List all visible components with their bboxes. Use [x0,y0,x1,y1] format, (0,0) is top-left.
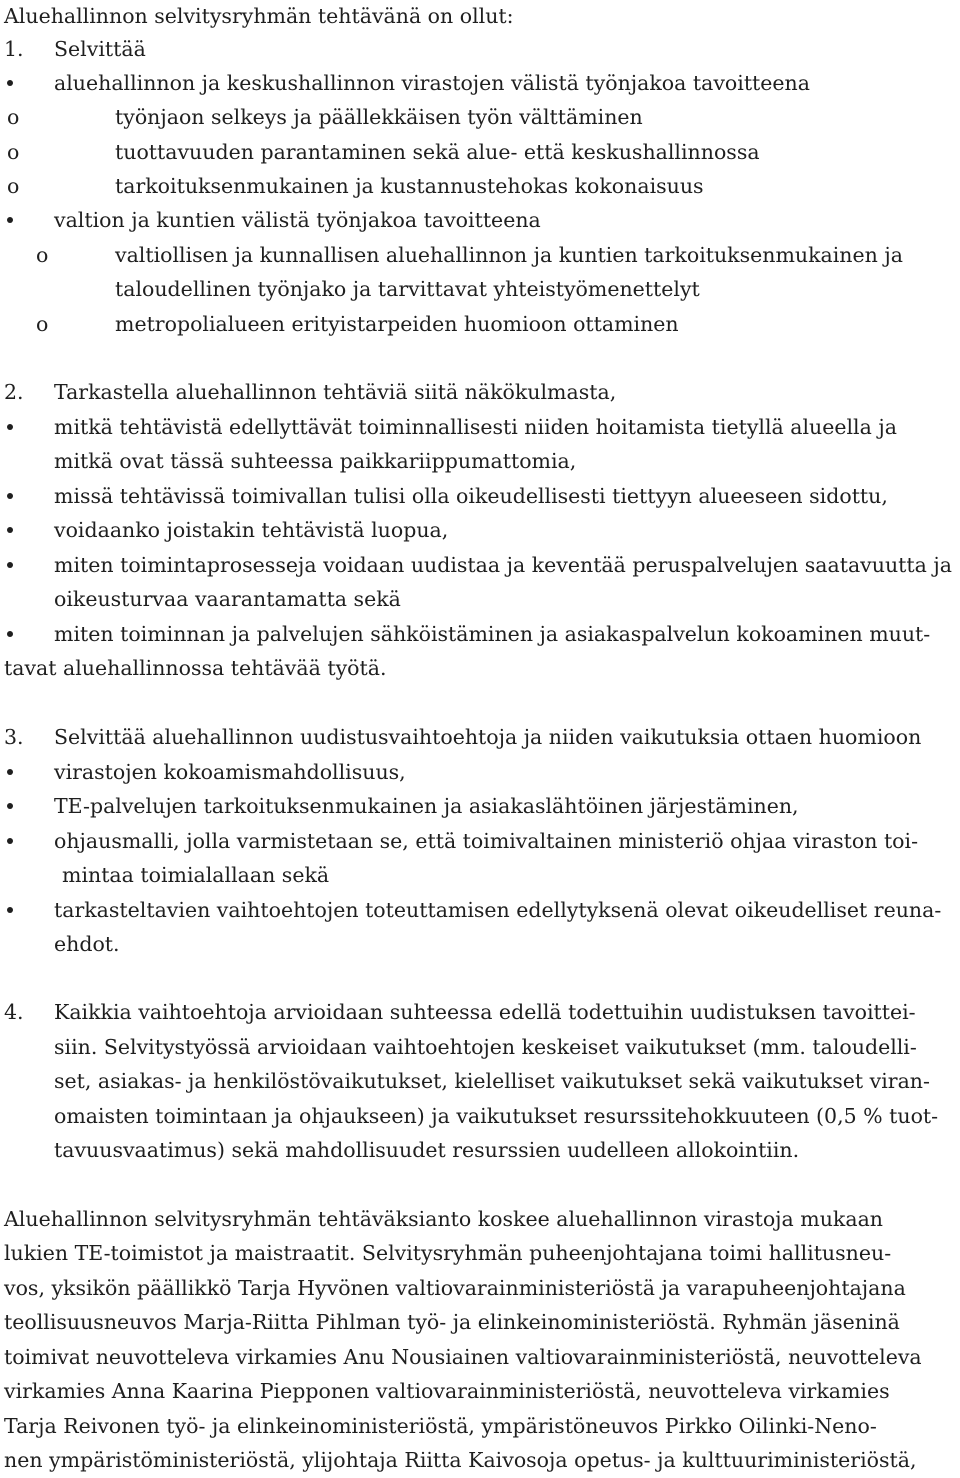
intro-text: Aluehallinnon selvitysryhmän tehtävänä on ollut: [4,4,514,28]
section-2-line-1: mitkä tehtävistä edellyttävät toiminnallisesti niiden hoitamista tietyllä alueella ja [54,415,897,439]
section-1-bullet-1: aluehallinnon ja keskushallinnon virastojen välistä työnjakoa tavoitteena [54,71,810,95]
section-3-heading: Selvittää aluehallinnon uudistusvaihtoehtoja ja niiden vaikutuksia ottaen huomioon [54,725,922,749]
section-4-line-2: siin. Selvitystyössä arvioidaan vaihtoehtojen keskeiset vaikutukset (mm. taloudelli- [54,1035,917,1059]
section-1-sub-2-item-1: valtiollisen ja kunnallisen aluehallinnon ja kuntien tarkoituksenmukainen ja [115,243,903,267]
closing-line-2: lukien TE-toimistot ja maistraatit. Selvitysryhmän puheenjohtajana toimi hallitusneu- [4,1241,892,1265]
section-4-line-4: omaisten toimintaan ja ohjaukseen) ja vaikutukset resurssitehokkuuteen (0,5 % tuot- [54,1104,939,1128]
section-1-number: 1. [4,37,24,61]
closing-line-7: Tarja Reivonen työ- ja elinkeinoministeriöstä, ympäristöneuvos Pirkko Oilinki-Neno- [4,1414,877,1438]
section-1-heading: Selvittää [54,37,146,61]
bullet-icon [7,493,13,499]
section-4-line-1: Kaikkia vaihtoehtoja arvioidaan suhteessa edellä todettuihin uudistuksen tavoittei- [54,1000,916,1024]
section-1-sub-2-item-1-cont: taloudellinen työnjako ja tarvittavat yhteistyömenettelyt [115,277,700,301]
section-1-sub-1-item-2: tuottavuuden parantaminen sekä alue- että keskushallinnossa [115,140,760,164]
section-4-line-3: set, asiakas- ja henkilöstövaikutukset, kielelliset vaikutukset sekä vaikutukset viran- [54,1069,930,1093]
closing-line-3: vos, yksikön päällikkö Tarja Hyvönen valtiovarainministeriöstä ja varapuheenjohtajana [4,1276,906,1300]
section-3-line-2: TE-palvelujen tarkoituksenmukainen ja asiakaslähtöinen järjestäminen, [54,794,799,818]
bullet-icon [7,838,13,844]
bullet-icon [7,424,13,430]
section-3-line-6: ehdot. [54,932,120,956]
bullet-icon [7,562,13,568]
section-2-line-2: mitkä ovat tässä suhteessa paikkariippumattomia, [54,449,577,473]
sub-marker: o [7,140,20,164]
sub-marker: o [36,243,49,267]
section-2-line-6: oikeusturvaa vaarantamatta sekä [54,587,401,611]
closing-line-4: teollisuusneuvos Marja-Riitta Pihlman työ- ja elinkeinoministeriöstä. Ryhmän jäseninä [4,1310,900,1334]
section-2-line-7: miten toiminnan ja palvelujen sähköistäminen ja asiakaspalvelun kokoaminen muut- [54,622,931,646]
section-2-line-3: missä tehtävissä toimivallan tulisi olla oikeudellisesti tiettyyn alueeseen sidottu, [54,484,888,508]
section-2-line-4: voidaanko joistakin tehtävistä luopua, [54,518,449,542]
sub-marker: o [7,174,20,198]
bullet-icon [7,907,13,913]
sub-marker: o [7,105,20,129]
bullet-icon [7,527,13,533]
section-3-line-4: mintaa toimialallaan sekä [62,863,330,887]
section-1-bullet-2: valtion ja kuntien välistä työnjakoa tavoitteena [54,208,541,232]
section-3-number: 3. [4,725,24,749]
bullet-icon [7,769,13,775]
closing-line-6: virkamies Anna Kaarina Piepponen valtiovarainministeriöstä, neuvotteleva virkamies [4,1379,890,1403]
bullet-icon [7,631,13,637]
section-3-line-1: virastojen kokoamismahdollisuus, [54,760,406,784]
section-3-line-5: tarkasteltavien vaihtoehtojen toteuttamisen edellytyksenä olevat oikeudelliset reuna- [54,898,942,922]
sub-marker: o [36,312,49,336]
bullet-icon [7,803,13,809]
section-3-line-3: ohjausmalli, jolla varmistetaan se, että toimivaltainen ministeriö ohjaa viraston toi- [54,829,919,853]
closing-line-1: Aluehallinnon selvitysryhmän tehtäväksianto koskee aluehallinnon virastoja mukaan [4,1207,883,1231]
bullet-icon [7,217,13,223]
section-2-line-5: miten toimintaprosesseja voidaan uudistaa ja keventää peruspalvelujen saatavuutta ja [54,553,952,577]
section-2-line-8: tavat aluehallinnossa tehtävää työtä. [4,656,387,680]
bullet-icon [7,80,13,86]
closing-line-5: toimivat neuvotteleva virkamies Anu Nousiainen valtiovarainministeriöstä, neuvotteleva [4,1345,922,1369]
section-2-heading: Tarkastella aluehallinnon tehtäviä siitä näkökulmasta, [54,380,617,404]
closing-line-8: nen ympäristöministeriöstä, ylijohtaja Riitta Kaivosoja opetus- ja kulttuuriministeriöstä, [4,1448,917,1472]
section-1-sub-1-item-3: tarkoituksenmukainen ja kustannustehokas kokonaisuus [115,174,704,198]
section-4-line-5: tavuusvaatimus) sekä mahdollisuudet resurssien uudelleen allokointiin. [54,1138,800,1162]
section-2-number: 2. [4,380,24,404]
section-4-number: 4. [4,1000,24,1024]
section-1-sub-1-item-1: työnjaon selkeys ja päällekkäisen työn välttäminen [115,105,643,129]
section-1-sub-2-item-2: metropolialueen erityistarpeiden huomioon ottaminen [115,312,679,336]
